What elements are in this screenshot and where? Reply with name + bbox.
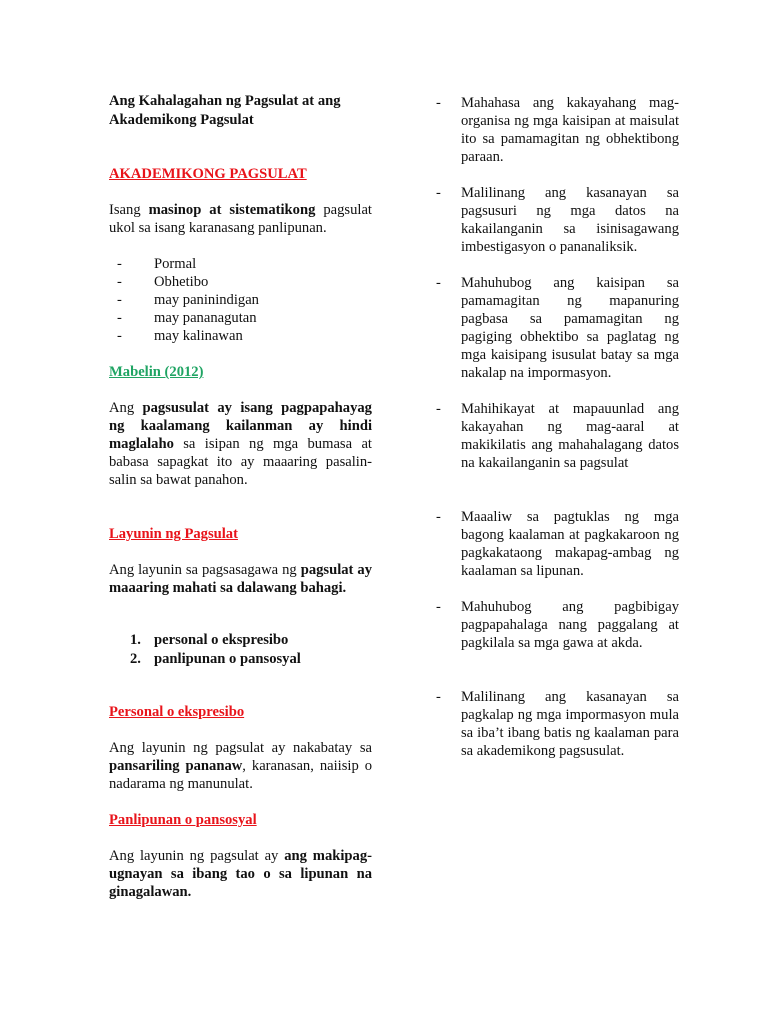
type-item xyxy=(109,631,372,650)
trait-item: - Obhetibo xyxy=(109,273,372,291)
benefit-item xyxy=(436,184,679,256)
benefit-item xyxy=(436,598,679,652)
personal-pre: Ang layunin ng pagsulat ay nakabatay sa xyxy=(109,740,372,756)
left-column xyxy=(109,92,372,901)
panlipunan-paragraph xyxy=(109,847,372,901)
benefit-text: Mahihikayat at mapauunlad ang kakayahan ng mag-aaral at makikilatis ang mahahalagang datos na kakailanganin sa pagsulat xyxy=(461,401,679,471)
types-list xyxy=(109,631,372,669)
akademiko-definition xyxy=(109,201,372,237)
def-pre: Isang xyxy=(109,202,149,218)
benefit-text: Mahuhubog ang kaisipan sa pamamagitan ng mapanuring pagbasa sa pamamagitan ng pagiging obhektibo sa paglatag ng mga kaisipang isusulat batay sa mga nakalap na impormasyon. xyxy=(461,275,679,381)
benefit-item xyxy=(436,274,679,382)
def-bold: masinop at sistematikong xyxy=(148,202,316,218)
personal-bold: pansariling pananaw xyxy=(109,758,243,774)
dash-marker: - xyxy=(436,185,441,201)
benefit-text: Mahahasa ang kakayahang mag-organisa ng mga kaisipan at maisulat ito sa pamamagitan ng obhektibong paraan. xyxy=(461,95,679,165)
dash-marker: - xyxy=(436,599,441,615)
personal-post: , karanasan, naiisip o nadarama ng manunulat. xyxy=(109,758,372,792)
benefit-text: Malilinang ang kasanayan sa pagkalap ng mga impormasyon mula sa iba’t ibang batis ng kaalaman para sa akademikong pagsusulat. xyxy=(461,689,679,759)
trait-item: - may pananagutan xyxy=(109,309,372,327)
mabelin-bold: pagsusulat ay isang pagpapahayag ng kaalamang kailanman ay hindi maglalaho xyxy=(109,400,372,452)
right-column xyxy=(436,94,679,760)
layunin-bold: pagsulat ay maaaring mahati sa dalawang bahagi. xyxy=(109,562,372,596)
title-line-2: Akademikong Pagsulat xyxy=(109,112,254,128)
traits-list xyxy=(109,255,372,345)
type-item xyxy=(109,650,372,669)
heading-akademikong-pagsulat: AKADEMIKONG PAGSULAT xyxy=(109,166,307,182)
benefit-text: Maaaliw sa pagtuklas ng mga bagong kaalaman at pagkakaroon ng pagkakataong makapag-ambag ng kaalaman sa lipunan. xyxy=(461,509,679,579)
benefit-item xyxy=(436,688,679,760)
def-post: pagsulat ukol sa isang karanasang panlipunan. xyxy=(109,202,372,236)
dash-marker: - xyxy=(436,275,441,291)
dash-marker: - xyxy=(436,95,441,111)
benefit-item xyxy=(436,94,679,166)
layunin-pre: Ang layunin sa pagsasagawa ng xyxy=(109,562,301,578)
trait-item: - may paninindigan xyxy=(109,291,372,309)
type-number: 2. xyxy=(130,651,141,667)
benefit-item xyxy=(436,508,679,580)
panlipunan-pre: Ang layunin ng pagsulat ay xyxy=(109,848,285,864)
type-label: personal o ekspresibo xyxy=(154,632,289,648)
mabelin-post: sa isipan ng mga bumasa at babasa sapagkat ito ay maaaring pasalin-salin sa bawat panahon. xyxy=(109,436,372,488)
personal-paragraph xyxy=(109,739,372,793)
mabelin-paragraph xyxy=(109,399,372,489)
mabelin-pre: Ang xyxy=(109,400,143,416)
benefit-item xyxy=(436,400,679,472)
dash-marker: - xyxy=(436,689,441,705)
trait-item: - may kalinawan xyxy=(109,327,372,345)
panlipunan-bold: ang makipag-ugnayan sa ibang tao o sa lipunan na ginagalawan. xyxy=(109,848,373,900)
type-number: 1. xyxy=(130,632,141,648)
type-label: panlipunan o pansosyal xyxy=(154,651,301,667)
title-line-1: Ang Kahalagahan ng Pagsulat at ang xyxy=(109,93,341,109)
document-title xyxy=(109,92,372,130)
layunin-paragraph xyxy=(109,561,372,597)
dash-marker: - xyxy=(436,401,441,417)
heading-layunin: Layunin ng Pagsulat xyxy=(109,526,238,542)
benefit-text: Malilinang ang kasanayan sa pagsusuri ng mga datos na kakailanganin sa isinisagawang imbestigasyon o pananaliksik. xyxy=(461,185,679,255)
trait-item: - Pormal xyxy=(109,255,372,273)
heading-personal: Personal o ekspresibo xyxy=(109,704,245,720)
benefit-text: Mahuhubog ang pagbibigay pagpapahalaga nang paggalang at pagkilala sa mga gawa at akda. xyxy=(461,599,679,651)
heading-panlipunan: Panlipunan o pansosyal xyxy=(109,812,257,828)
dash-marker: - xyxy=(436,509,441,525)
heading-mabelin: Mabelin (2012) xyxy=(109,364,204,380)
